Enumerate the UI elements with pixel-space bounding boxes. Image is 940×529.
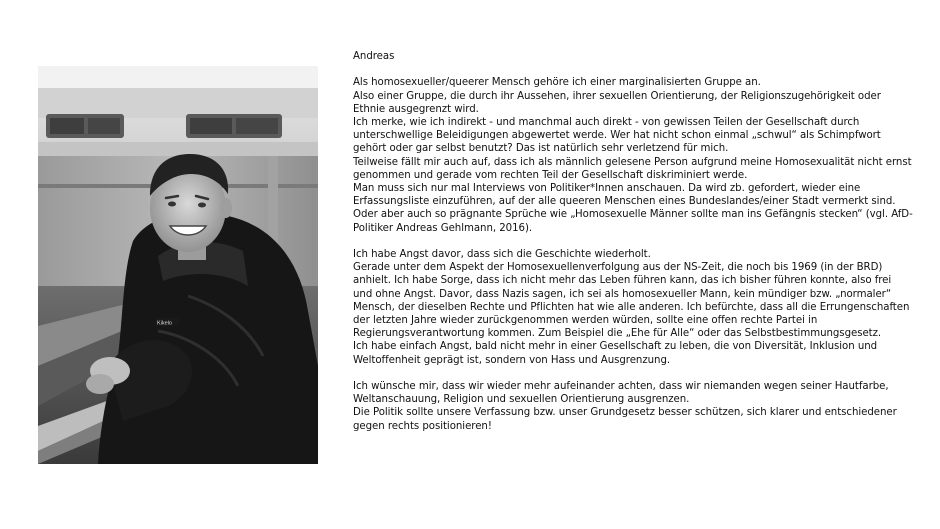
paragraph-1	[353, 76, 913, 234]
paragraph-line: Ich wünsche mir, dass wir wieder mehr aufeinander achten, dass wir niemanden wegen seiner Hautfarbe, Weltanschauung, Religion und sexuellen Orientierung ausgrenzen.	[353, 381, 889, 406]
paragraph-line: Man muss sich nur mal Interviews von Politiker*Innen anschauen. Da wird zb. gefordert, wieder eine Erfassungsliste einzuführen, auf der alle queeren Menschen eines Bundeslandes/einer Stadt vermerkt sind. Oder aber auch so prägnante Sprüche wie „Homosexuelle Männer sollte man ins Gefängnis stecken“ (vgl. AfD-Politiker Andreas Gehlmann, 2016).	[353, 183, 913, 234]
paragraph-line: Ich habe Angst davor, dass sich die Geschichte wiederholt.	[353, 249, 651, 261]
paragraph-line: Also einer Gruppe, die durch ihr Aussehen, ihrer sexuellen Orientierung, der Religionszugehörigkeit oder Ethnie ausgegrenzt wird.	[353, 90, 881, 115]
paragraph-2	[353, 248, 913, 367]
portrait-illustration	[38, 66, 318, 464]
paragraph-line: Als homosexueller/queerer Mensch gehöre ich einer marginalisierten Gruppe an.	[353, 77, 761, 89]
paragraph-line: Die Politik sollte unsere Verfassung bzw. unser Grundgesetz besser schützen, sich klarer und entschiedener gegen rechts positionieren!	[353, 407, 897, 432]
paragraph-line: Gerade unter dem Aspekt der Homosexuellenverfolgung aus der NS-Zeit, die noch bis 1969 (in der BRD) anhielt. Ich habe Sorge, dass ich nicht mehr das Leben führen kann, das ich bisher führen konnte, also frei und ohne Angst. Davor, dass Nazis sagen, ich sei als homosexueller Mann, kein mündiger bzw. „normaler“ Mensch, der dieselben Rechte und Pflichten hat wie alle anderen. Ich befürchte, dass all die Errungenschaften der letzten Jahre wieder zurückgenommen werden würden, sollte eine offen rechte Partei in Regierungsverantwortung kommen. Zum Beispiel die „Ehe für Alle“ oder das Selbstbestimmungsgesetz.	[353, 262, 910, 340]
paragraph-line: Ich habe einfach Angst, bald nicht mehr in einer Gesellschaft zu leben, die von Diversität, Inklusion und Weltoffenheit geprägt ist, sondern von Hass und Ausgrenzung.	[353, 341, 878, 366]
paragraph-line: Teilweise fällt mir auch auf, dass ich als männlich gelesene Person aufgrund meine Homosexualität nicht ernst genommen und gerade vom rechten Teil der Gesellschaft diskriminiert werde.	[353, 156, 912, 181]
author-name: Andreas	[353, 51, 395, 62]
jacket-label: Kikelo	[157, 320, 172, 327]
paragraph-line: Ich merke, wie ich indirekt - und manchmal auch direkt - von gewissen Teilen der Gesellschaft durch unterschwellige Beleidigungen abgewertet werde. Wer hat nicht schon einmal „schwul“ als Schimpfwort gehört oder gar selbst benutzt? Das ist natürlich sehr verletzend für mich.	[353, 117, 881, 155]
paragraph-3	[353, 380, 913, 433]
portrait-photo	[38, 66, 318, 464]
testimonial-text	[353, 50, 913, 446]
